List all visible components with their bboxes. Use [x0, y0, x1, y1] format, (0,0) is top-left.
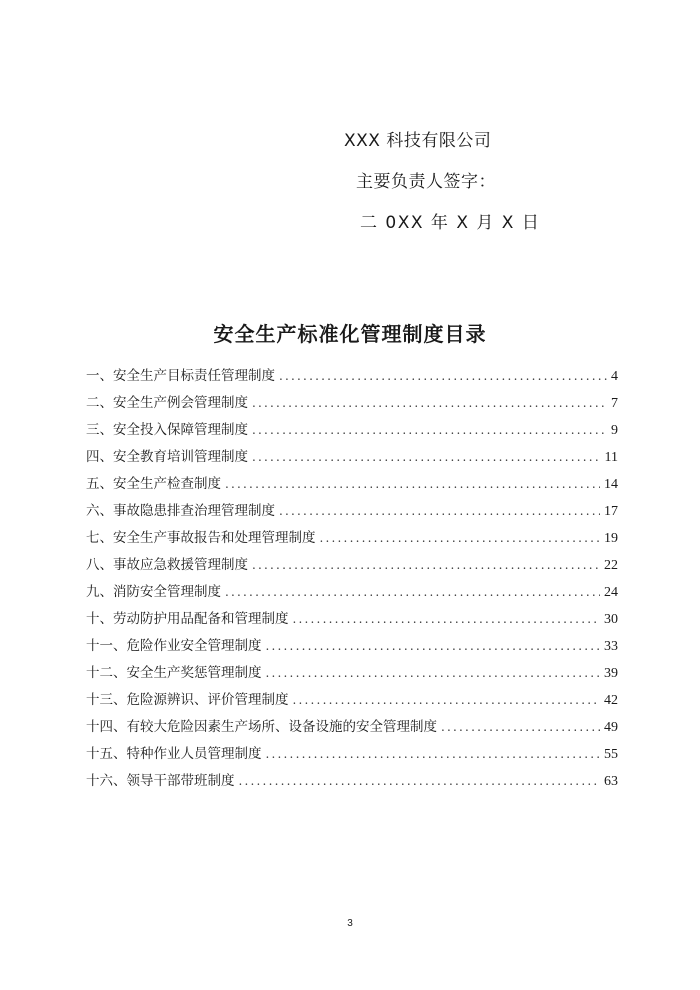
toc-entry[interactable] — [86, 364, 618, 391]
toc-entry-page: 7 — [611, 396, 618, 411]
toc-entry-label: 六、事故隐患排查治理管理制度 — [86, 503, 275, 519]
toc-entry[interactable] — [86, 634, 618, 661]
toc-entry-page: 11 — [604, 450, 618, 465]
toc-entry[interactable] — [86, 472, 618, 499]
toc-dot-leader — [266, 666, 601, 680]
toc-entry-page: 24 — [604, 585, 618, 600]
toc-entry[interactable] — [86, 688, 618, 715]
toc-dot-leader — [293, 612, 601, 626]
toc-entry-page: 22 — [604, 558, 618, 573]
toc-entry[interactable] — [86, 607, 618, 634]
toc-entry-page: 14 — [604, 477, 618, 492]
toc-entry[interactable] — [86, 580, 618, 607]
toc-entry-label: 八、事故应急救援管理制度 — [86, 557, 248, 573]
toc-title: 安全生产标准化管理制度目录 — [213, 322, 487, 346]
toc-entry-page: 4 — [611, 369, 618, 384]
toc-entry-label: 十、劳动防护用品配备和管理制度 — [86, 611, 289, 627]
toc-entry-label: 二、安全生产例会管理制度 — [86, 395, 248, 411]
toc-entry-label: 十五、特种作业人员管理制度 — [86, 746, 262, 762]
toc-dot-leader — [252, 396, 607, 410]
toc-entry-label: 七、安全生产事故报告和处理管理制度 — [86, 530, 316, 546]
toc-entry-label: 十六、领导干部带班制度 — [86, 773, 235, 789]
toc-entry[interactable] — [86, 769, 618, 796]
toc-entry-page: 49 — [604, 720, 618, 735]
toc-dot-leader — [225, 585, 600, 599]
toc-entry-label: 十一、危险作业安全管理制度 — [86, 638, 262, 654]
toc-entry[interactable] — [86, 661, 618, 688]
toc-entry-page: 39 — [604, 666, 618, 681]
page-number: 3 — [347, 918, 353, 929]
company-name: XXX 科技有限公司 — [344, 131, 492, 151]
toc-dot-leader — [279, 369, 607, 383]
toc-entry[interactable] — [86, 742, 618, 769]
table-of-contents — [86, 364, 618, 796]
toc-entry-label: 五、安全生产检查制度 — [86, 476, 221, 492]
toc-entry-page: 9 — [611, 423, 618, 438]
toc-entry-page: 55 — [604, 747, 618, 762]
signature-label: 主要负责人签字： — [356, 172, 496, 192]
toc-entry[interactable] — [86, 499, 618, 526]
document-date: 二 0XX 年 X 月 X 日 — [360, 213, 541, 233]
toc-entry-label: 一、安全生产目标责任管理制度 — [86, 368, 275, 384]
toc-entry-page: 19 — [604, 531, 618, 546]
toc-entry-page: 33 — [604, 639, 618, 654]
toc-entry-label: 三、安全投入保障管理制度 — [86, 422, 248, 438]
toc-entry-label: 四、安全教育培训管理制度 — [86, 449, 248, 465]
toc-dot-leader — [293, 693, 601, 707]
toc-entry-label: 九、消防安全管理制度 — [86, 584, 221, 600]
toc-dot-leader — [252, 423, 607, 437]
toc-dot-leader — [252, 450, 601, 464]
toc-entry-label: 十四、有较大危险因素生产场所、设备设施的安全管理制度 — [86, 719, 437, 735]
toc-dot-leader — [441, 720, 600, 734]
toc-entry[interactable] — [86, 445, 618, 472]
toc-dot-leader — [279, 504, 600, 518]
toc-entry-page: 30 — [604, 612, 618, 627]
toc-dot-leader — [225, 477, 600, 491]
toc-entry[interactable] — [86, 418, 618, 445]
toc-entry[interactable] — [86, 526, 618, 553]
toc-entry-page: 63 — [604, 774, 618, 789]
toc-entry[interactable] — [86, 553, 618, 580]
toc-dot-leader — [252, 558, 600, 572]
toc-dot-leader — [239, 774, 601, 788]
toc-entry[interactable] — [86, 715, 618, 742]
toc-dot-leader — [266, 639, 601, 653]
toc-entry-page: 42 — [604, 693, 618, 708]
toc-dot-leader — [320, 531, 601, 545]
toc-entry-label: 十三、危险源辨识、评价管理制度 — [86, 692, 289, 708]
toc-entry[interactable] — [86, 391, 618, 418]
toc-entry-label: 十二、安全生产奖惩管理制度 — [86, 665, 262, 681]
toc-entry-page: 17 — [604, 504, 618, 519]
toc-dot-leader — [266, 747, 601, 761]
